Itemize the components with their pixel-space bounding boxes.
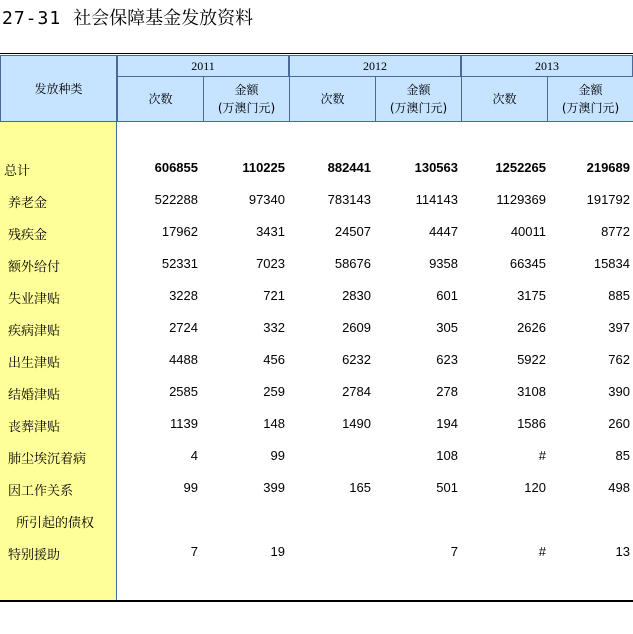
amount-cell: 194 bbox=[436, 416, 458, 431]
count-cell: 120 bbox=[524, 480, 546, 495]
count-cell: 522288 bbox=[154, 192, 198, 207]
count-cell: 4488 bbox=[169, 352, 198, 367]
year-header: 2011 bbox=[117, 55, 289, 77]
count-cell: 4 bbox=[190, 448, 198, 463]
count-column-label: 次数 bbox=[320, 92, 345, 106]
count-cell: 7 bbox=[190, 544, 198, 559]
amount-cell: 15834 bbox=[593, 256, 630, 271]
count-cell: # bbox=[538, 448, 546, 463]
amount-cell: 399 bbox=[263, 480, 285, 495]
amount-cell: 456 bbox=[263, 352, 285, 367]
row-label: 出生津贴 bbox=[8, 356, 61, 371]
row-label: 失业津贴 bbox=[8, 292, 61, 307]
amount-cell: 623 bbox=[436, 352, 458, 367]
amount-cell: 7023 bbox=[256, 256, 285, 271]
amount-cell: 4447 bbox=[429, 224, 458, 239]
count-cell: 2626 bbox=[517, 320, 546, 335]
row-label: 结婚津贴 bbox=[8, 388, 61, 403]
count-cell: 24507 bbox=[334, 224, 371, 239]
amount-column-unit: (万澳门元) bbox=[389, 101, 448, 115]
count-cell: 165 bbox=[349, 480, 371, 495]
count-column-label: 次数 bbox=[148, 92, 173, 106]
amount-column-unit: (万澳门元) bbox=[561, 101, 620, 115]
amount-cell: 108 bbox=[436, 448, 458, 463]
amount-column-header bbox=[375, 76, 462, 122]
amount-column-label: 金额 bbox=[234, 83, 259, 97]
count-cell: 52331 bbox=[161, 256, 198, 271]
amount-column-header bbox=[547, 76, 633, 122]
count-cell: 1129369 bbox=[496, 192, 546, 207]
count-column-header bbox=[117, 76, 204, 122]
amount-cell: 885 bbox=[608, 288, 630, 303]
count-cell: 2784 bbox=[342, 384, 371, 399]
row-label: 额外给付 bbox=[8, 260, 61, 275]
count-cell: 783143 bbox=[327, 192, 371, 207]
count-cell: # bbox=[538, 544, 546, 559]
amount-cell: 390 bbox=[608, 384, 630, 399]
amount-column-label: 金额 bbox=[578, 83, 603, 97]
count-cell: 2830 bbox=[342, 288, 371, 303]
row-label: 所引起的债权 bbox=[16, 516, 95, 531]
amount-cell: 721 bbox=[263, 288, 285, 303]
count-column-header bbox=[289, 76, 376, 122]
amount-cell: 259 bbox=[263, 384, 285, 399]
amount-cell: 219689 bbox=[586, 160, 630, 175]
amount-cell: 3431 bbox=[256, 224, 285, 239]
row-label: 肺尘埃沉着病 bbox=[8, 452, 87, 467]
count-cell: 606855 bbox=[154, 160, 198, 175]
count-cell: 2609 bbox=[342, 320, 371, 335]
amount-cell: 130563 bbox=[414, 160, 458, 175]
amount-cell: 85 bbox=[615, 448, 630, 463]
table-number: 27-31 bbox=[2, 8, 62, 29]
amount-cell: 110225 bbox=[242, 160, 285, 175]
count-cell: 40011 bbox=[510, 224, 546, 239]
amount-cell: 397 bbox=[608, 320, 630, 335]
count-cell: 5922 bbox=[517, 352, 546, 367]
bottom-rule bbox=[0, 600, 633, 602]
row-label: 残疾金 bbox=[8, 228, 48, 243]
count-cell: 1252265 bbox=[495, 160, 546, 175]
amount-cell: 97340 bbox=[248, 192, 285, 207]
count-cell: 58676 bbox=[334, 256, 371, 271]
row-label: 总计 bbox=[4, 164, 31, 179]
year-header: 2013 bbox=[461, 55, 633, 77]
amount-cell: 114143 bbox=[415, 192, 458, 207]
amount-cell: 498 bbox=[608, 480, 630, 495]
amount-cell: 13 bbox=[615, 544, 630, 559]
count-cell: 66345 bbox=[509, 256, 546, 271]
amount-column-header bbox=[203, 76, 290, 122]
count-cell: 882441 bbox=[327, 160, 371, 175]
count-cell: 2724 bbox=[169, 320, 198, 335]
count-cell: 1490 bbox=[342, 416, 371, 431]
amount-cell: 260 bbox=[608, 416, 630, 431]
count-column-label: 次数 bbox=[492, 92, 517, 106]
amount-cell: 99 bbox=[270, 448, 285, 463]
amount-cell: 762 bbox=[608, 352, 630, 367]
year-header: 2012 bbox=[289, 55, 461, 77]
count-cell: 3175 bbox=[517, 288, 546, 303]
count-cell: 2585 bbox=[169, 384, 198, 399]
row-label: 养老金 bbox=[8, 196, 48, 211]
count-cell: 99 bbox=[183, 480, 198, 495]
amount-cell: 9358 bbox=[429, 256, 458, 271]
amount-cell: 501 bbox=[436, 480, 458, 495]
top-rule bbox=[0, 53, 633, 54]
count-cell: 1586 bbox=[517, 416, 546, 431]
stub-header bbox=[0, 55, 117, 122]
stub-header-label: 发放种类 bbox=[34, 81, 83, 96]
row-label: 特别援助 bbox=[8, 548, 61, 563]
amount-column-unit: (万澳门元) bbox=[217, 101, 276, 115]
row-label: 疾病津贴 bbox=[8, 324, 61, 339]
amount-cell: 191792 bbox=[586, 192, 630, 207]
count-cell: 3108 bbox=[517, 384, 546, 399]
amount-cell: 148 bbox=[263, 416, 285, 431]
count-cell: 6232 bbox=[342, 352, 371, 367]
page-title bbox=[2, 4, 253, 30]
count-cell: 17962 bbox=[161, 224, 198, 239]
amount-column-label: 金额 bbox=[406, 83, 431, 97]
count-cell: 3228 bbox=[169, 288, 198, 303]
table-title: 社会保障基金发放资料 bbox=[73, 8, 254, 29]
count-cell: 1139 bbox=[170, 416, 198, 431]
amount-cell: 19 bbox=[270, 544, 285, 559]
row-label: 因工作关系 bbox=[8, 484, 74, 499]
count-column-header bbox=[461, 76, 548, 122]
row-label: 丧葬津贴 bbox=[8, 420, 61, 435]
amount-cell: 601 bbox=[436, 288, 458, 303]
amount-cell: 7 bbox=[450, 544, 458, 559]
amount-cell: 305 bbox=[436, 320, 458, 335]
amount-cell: 332 bbox=[263, 320, 285, 335]
amount-cell: 278 bbox=[436, 384, 458, 399]
amount-cell: 8772 bbox=[601, 224, 630, 239]
